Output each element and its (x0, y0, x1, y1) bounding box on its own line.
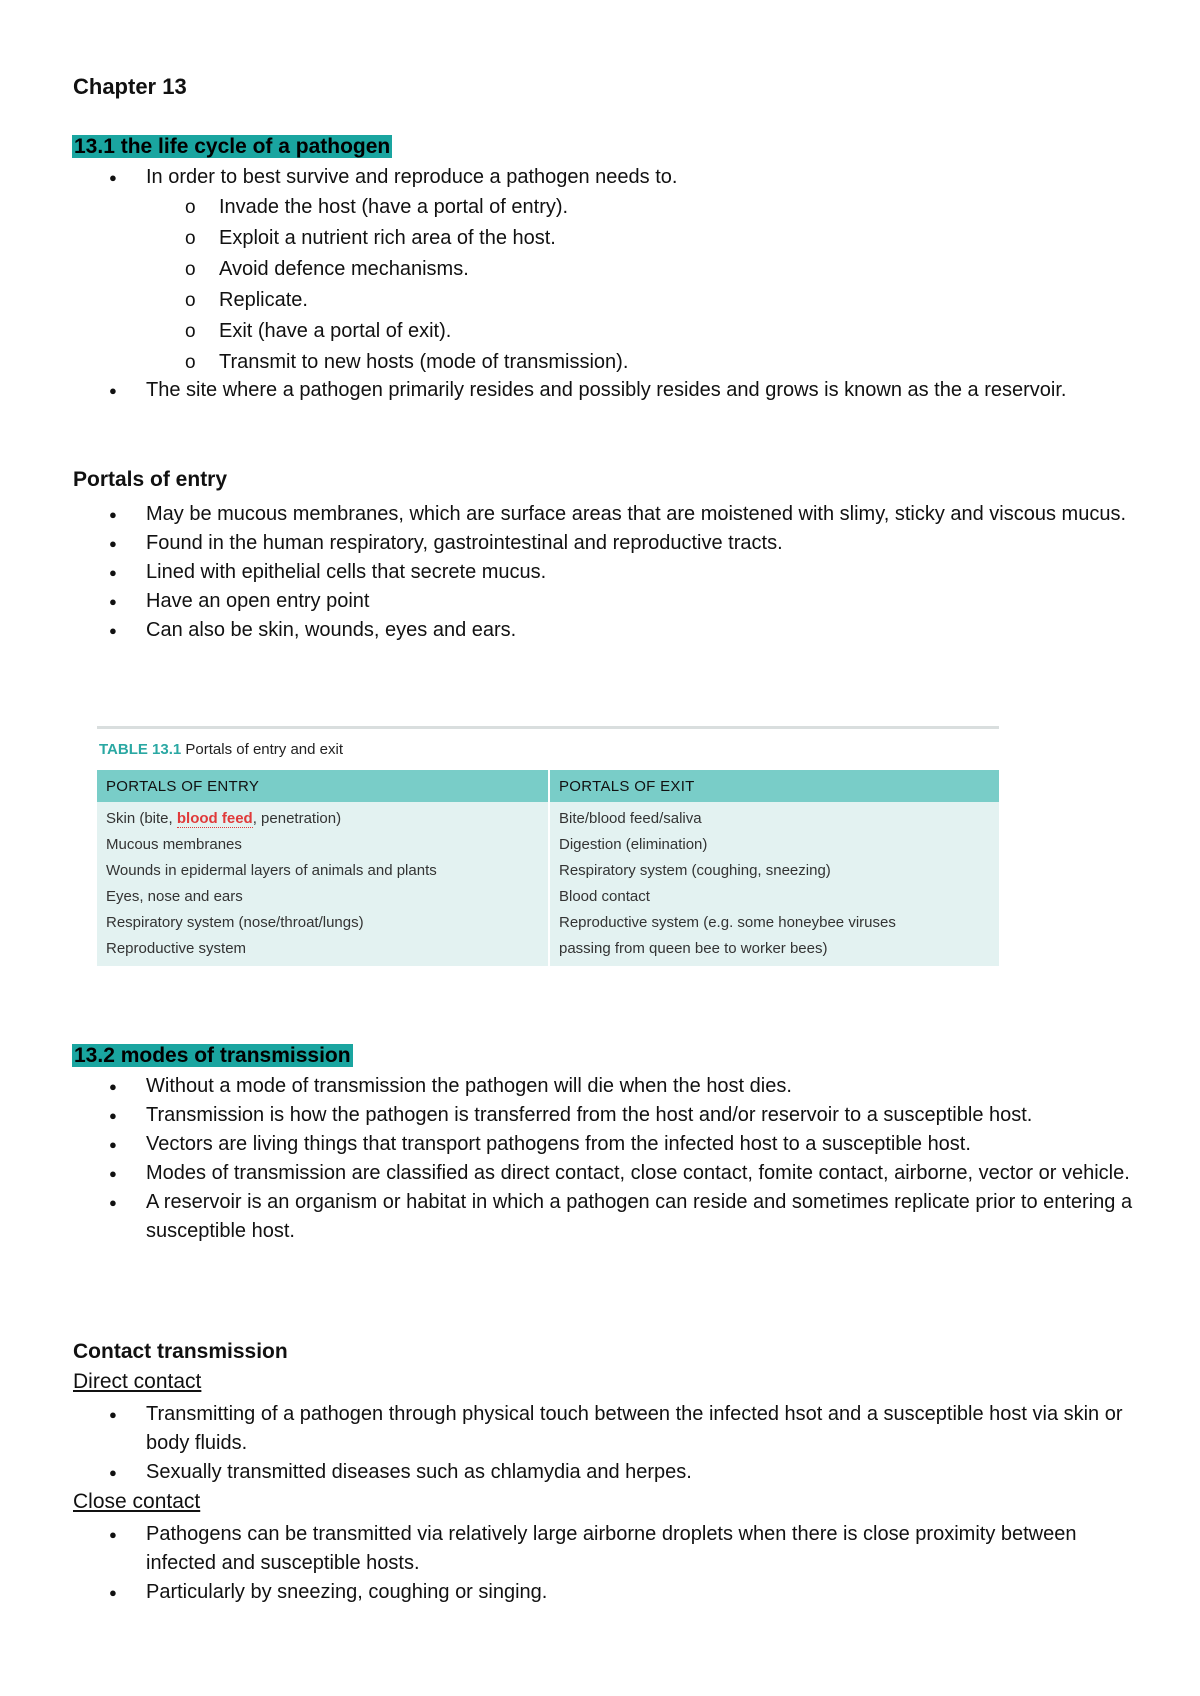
table-label: TABLE 13.1 (99, 741, 182, 758)
list-item: ● Transmission is how the pathogen is transferred from the host and/or reservoir to a susceptible host. (73, 1101, 1136, 1130)
portals-table (97, 770, 999, 966)
close-contact-list (73, 1520, 1077, 1607)
contact-heading: Contact transmission (73, 1340, 288, 1363)
section1-list (73, 163, 1067, 405)
portals-heading: Portals of entry (73, 468, 228, 491)
table-row (97, 858, 999, 884)
table-header-row (97, 770, 999, 802)
chapter-title: Chapter 13 (73, 74, 187, 99)
table-cell: Reproductive system (97, 936, 549, 966)
sub-list-item: o Exit (have a portal of exit). (146, 316, 1063, 347)
table-cell: Eyes, nose and ears (97, 884, 549, 910)
list-item: ● Have an open entry point (73, 587, 1063, 616)
list-item: ● A reservoir is an organism or habitat in which a pathogen can reside and sometimes replicate prior to entering a susceptible host. (73, 1188, 1136, 1246)
table-cell: Digestion (elimination) (549, 832, 999, 858)
portals-list (73, 500, 1127, 645)
sub-list-item: o Transmit to new hosts (mode of transmission). (146, 347, 1063, 378)
blood-feed-highlight: blood feed (176, 810, 253, 827)
list-item: ● May be mucous membranes, which are surface areas that are moistened with slimy, sticky and viscous mucus. (73, 500, 1136, 529)
table-cell: Bite/blood feed/saliva (549, 802, 999, 832)
list-item: ● Vectors are living things that transport pathogens from the infected host to a susceptible host. (73, 1130, 1063, 1159)
section-heading-13-2: 13.2 modes of transmission (74, 1044, 351, 1067)
sub-list-item: o Replicate. (146, 285, 1063, 316)
table-cell: passing from queen bee to worker bees) (549, 936, 999, 966)
table-cell: Mucous membranes (97, 832, 549, 858)
table-figure (97, 726, 999, 966)
close-contact-heading: Close contact (73, 1490, 201, 1513)
table-cell: Skin (bite, blood feed, penetration) (97, 802, 549, 832)
direct-contact-list (73, 1400, 1123, 1487)
table-row (97, 884, 999, 910)
column-header-exit: PORTALS OF EXIT (549, 770, 999, 802)
list-item: ● Sexually transmitted diseases such as chlamydia and herpes. (73, 1458, 1063, 1487)
table-cell: Blood contact (549, 884, 999, 910)
list-item: ● In order to best survive and reproduce a pathogen needs to. o Invade the host (have a portal of entry). o Exploit a nutrient rich area of the host. o Avoid defence mechanisms. o Replicate. o Exit (have a portal of exit). o Transmit to new hosts (mode of transmission). (73, 163, 1063, 378)
sub-list-item: o Avoid defence mechanisms. (146, 254, 1063, 285)
list-item: ● Particularly by sneezing, coughing or singing. (73, 1578, 1063, 1607)
table-caption (97, 741, 999, 758)
list-item: ● Can also be skin, wounds, eyes and ears. (73, 616, 1063, 645)
list-item: ● Pathogens can be transmitted via relatively large airborne droplets when there is close proximity between infected and susceptible hosts. (73, 1520, 1136, 1578)
list-item: ● Modes of transmission are classified as direct contact, close contact, fomite contact, airborne, vector or vehicle. (73, 1159, 1136, 1188)
table-cell: Respiratory system (coughing, sneezing) (549, 858, 999, 884)
direct-contact-heading: Direct contact (73, 1370, 202, 1393)
sub-list (146, 192, 1063, 378)
table-caption-text: Portals of entry and exit (185, 741, 344, 758)
figure-rule (97, 726, 999, 729)
table-row (97, 802, 999, 832)
table-cell: Reproductive system (e.g. some honeybee viruses (549, 910, 999, 936)
sub-list-item: o Invade the host (have a portal of entry). (146, 192, 1063, 223)
table-row (97, 936, 999, 966)
table-cell: Wounds in epidermal layers of animals and plants (97, 858, 549, 884)
sub-list-item: o Exploit a nutrient rich area of the host. (146, 223, 1063, 254)
section2-list (73, 1072, 1133, 1246)
table-row (97, 832, 999, 858)
table-row (97, 910, 999, 936)
list-item: ● Found in the human respiratory, gastrointestinal and reproductive tracts. (73, 529, 1063, 558)
table-cell: Respiratory system (nose/throat/lungs) (97, 910, 549, 936)
list-item: ● Transmitting of a pathogen through physical touch between the infected hsot and a susceptible host via skin or body fluids. (73, 1400, 1156, 1458)
list-item: ● Without a mode of transmission the pathogen will die when the host dies. (73, 1072, 1063, 1101)
section-heading-13-1: 13.1 the life cycle of a pathogen (74, 135, 391, 158)
list-item: ● Lined with epithelial cells that secrete mucus. (73, 558, 1063, 587)
list-item: ● The site where a pathogen primarily resides and possibly resides and grows is known as the a reservoir. (73, 376, 1136, 405)
column-header-entry: PORTALS OF ENTRY (97, 770, 549, 802)
